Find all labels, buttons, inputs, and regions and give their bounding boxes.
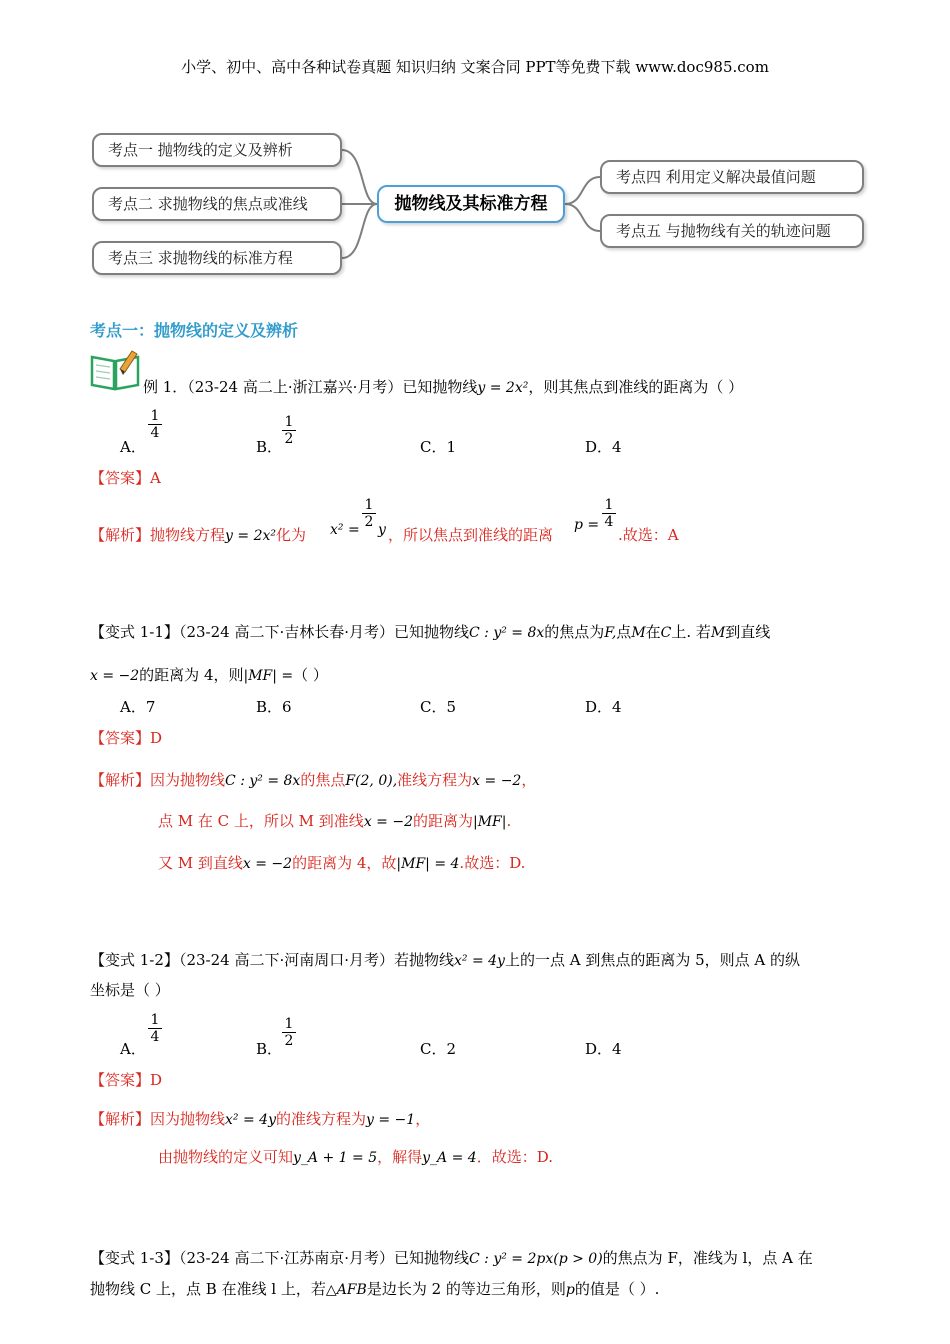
ex1-suffix: ，则其焦点到准线的距离为（ ） <box>528 378 744 396</box>
mindmap-center: 抛物线及其标准方程 <box>377 185 565 223</box>
v12-option-b-label: B． <box>256 1040 283 1058</box>
v11-question-line1: 【变式 1-1】（23-24 高二下·吉林长春·月考）已知抛物线C : y² = 8x的焦点为F,点M在C上. 若M到直线 <box>90 623 771 641</box>
v12-answer: 【答案】D <box>90 1071 163 1089</box>
mindmap-node-3: 考点三 求抛物线的标准方程 <box>92 241 342 275</box>
v11-option-a: A．7 <box>120 698 156 716</box>
v12-option-c: C．2 <box>420 1040 457 1058</box>
ex1-sol-eq3: p = <box>574 517 600 533</box>
mindmap-node-5: 考点五 与抛物线有关的轨迹问题 <box>600 214 864 248</box>
ex1-option-a-label: A． <box>120 438 146 456</box>
book-pencil-icon <box>90 347 142 391</box>
v12-option-a-label: A． <box>120 1040 146 1058</box>
ex1-option-c: C．1 <box>420 438 457 456</box>
v12-option-d: D．4 <box>585 1040 622 1058</box>
ex1-prefix: 例 1．（23-24 高二上·浙江嘉兴·月考）已知抛物线 <box>143 378 478 396</box>
v12-option-a-fraction: 1 4 <box>146 1012 164 1045</box>
section-title: 考点一：抛物线的定义及辨析 <box>90 321 299 340</box>
v11-solution-3: 又 M 到直线x = −2的距离为 4，故|MF| = 4.故选：D. <box>158 854 526 872</box>
ex1-option-b-label: B． <box>256 438 283 456</box>
ex1-sol-c: ，所以焦点到准线的距离 <box>388 526 554 544</box>
v12-solution-1: 【解析】因为抛物线x² = 4y的准线方程为y = −1， <box>90 1110 431 1128</box>
v11-question-line2: x = −2的距离为 4，则|MF| =（ ） <box>90 666 328 684</box>
v11-answer: 【答案】D <box>90 729 163 747</box>
ex1-sol-eq2: x² = <box>330 522 360 538</box>
ex1-option-d: D．4 <box>585 438 622 456</box>
v12-solution-2: 由抛物线的定义可知y_A + 1 = 5，解得y_A = 4．故选：D. <box>158 1148 553 1166</box>
ex1-option-a-fraction: 1 4 <box>146 408 164 441</box>
ex1-solution: 【解析】抛物线方程y = 2x²化为 <box>90 526 307 544</box>
ex1-answer: 【答案】A <box>90 469 161 487</box>
v11-solution-2: 点 M 在 C 上，所以 M 到准线x = −2的距离为|MF|. <box>158 812 512 830</box>
ex1-sol-eq2-frac: 1 2 <box>360 497 378 530</box>
ex1-option-b-fraction: 1 2 <box>280 414 298 447</box>
v12-question-line1: 【变式 1-2】（23-24 高二下·河南周口·月考）若抛物线x² = 4y上的一点 A 到焦点的距离为 5，则点 A 的纵 <box>90 951 801 969</box>
ex1-question <box>143 376 743 397</box>
v13-question-line2: 抛物线 C 上，点 B 在准线 l 上，若△AFB是边长为 2 的等边三角形，则p的值是（ ）. <box>90 1280 660 1298</box>
page-header: 小学、初中、高中各种试卷真题 知识归纳 文案合同 PPT等免费下载 www.doc985.com <box>181 58 769 76</box>
v11-option-d: D．4 <box>585 698 622 716</box>
mindmap-node-4: 考点四 利用定义解决最值问题 <box>600 160 864 194</box>
ex1-sol-eq2-y: y <box>378 522 386 538</box>
v12-question-line2: 坐标是（ ） <box>90 981 170 999</box>
v11-option-b: B．6 <box>256 698 292 716</box>
ex1-sol-eq3-frac: 1 4 <box>600 497 618 530</box>
v13-question-line1: 【变式 1-3】（23-24 高二下·江苏南京·月考）已知抛物线C : y² = 2px(p > 0)的焦点为 F，准线为 l，点 A 在 <box>90 1249 813 1267</box>
v11-solution-1: 【解析】因为抛物线C : y² = 8x的焦点F(2, 0),准线方程为x = −2， <box>90 771 537 789</box>
v12-option-b-fraction: 1 2 <box>280 1016 298 1049</box>
mindmap-node-1: 考点一 抛物线的定义及辨析 <box>92 133 342 167</box>
v11-option-c: C．5 <box>420 698 457 716</box>
mindmap-node-2: 考点二 求抛物线的焦点或准线 <box>92 187 342 221</box>
ex1-sol-d: .故选：A <box>618 526 679 544</box>
ex1-equation: y = 2x² <box>477 380 529 396</box>
